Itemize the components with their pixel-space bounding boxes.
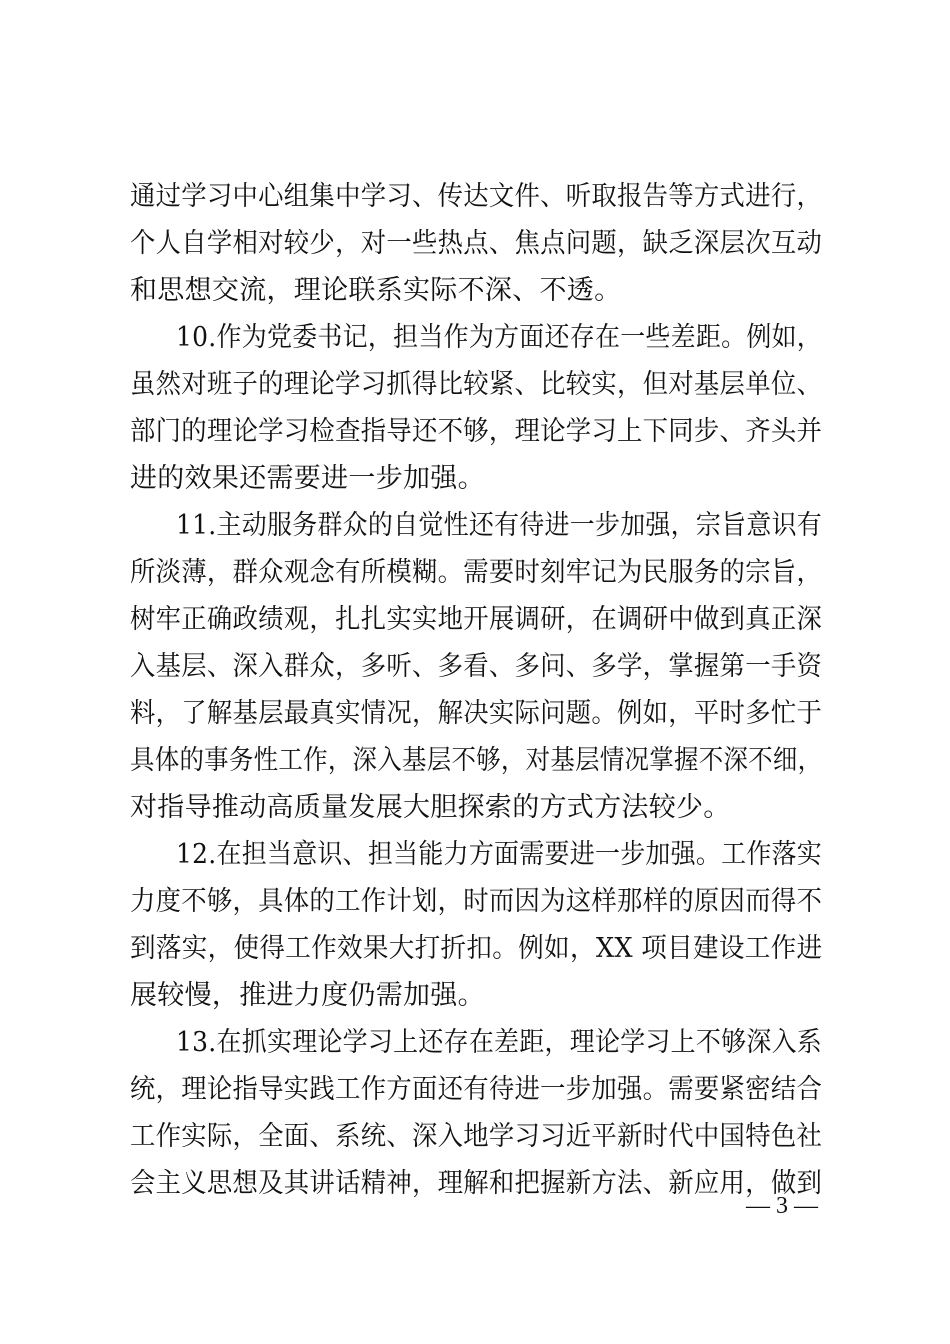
- paragraph-1-line-3: 和思想交流，理论联系实际不深、不透。: [130, 275, 622, 306]
- paragraph-10-line-1: 10.作为党委书记，担当作为方面还存在一些差距。例如，: [176, 322, 823, 353]
- paragraph-13-line-3: 工作实际，全面、系统、深入地学习习近平新时代中国特色社: [130, 1121, 823, 1152]
- paragraph-10-line-3: 部门的理论学习检查指导还不够，理论学习上下同步、齐头并: [130, 416, 823, 447]
- paragraph-11-line-6: 具体的事务性工作，深入基层不够，对基层情况掌握不深不细，: [130, 745, 823, 776]
- paragraph-12-line-2: 力度不够，具体的工作计划，时而因为这样那样的原因而得不: [130, 886, 823, 917]
- paragraph-11-line-4: 入基层、深入群众，多听、多看、多问、多学，掌握第一手资: [130, 651, 823, 682]
- page-number: — 3 —: [746, 1193, 818, 1219]
- paragraph-11-line-1: 11.主动服务群众的自觉性还有待进一步加强，宗旨意识有: [176, 510, 823, 541]
- paragraph-11-line-5: 料，了解基层最真实情况，解决实际问题。例如，平时多忙于: [130, 698, 823, 729]
- paragraph-12-line-1: 12.在担当意识、担当能力方面需要进一步加强。工作落实: [176, 839, 823, 870]
- paragraph-11-line-2: 所淡薄，群众观念有所模糊。需要时刻牢记为民服务的宗旨，: [130, 557, 823, 588]
- paragraph-1-line-1: 通过学习中心组集中学习、传达文件、听取报告等方式进行，: [130, 181, 823, 212]
- paragraph-1-line-2: 个人自学相对较少，对一些热点、焦点问题，缺乏深层次互动: [130, 228, 823, 259]
- paragraph-10-line-4: 进的效果还需要进一步加强。: [130, 463, 485, 494]
- paragraph-11-line-3: 树牢正确政绩观，扎扎实实地开展调研，在调研中做到真正深: [130, 604, 823, 635]
- paragraph-13-line-4: 会主义思想及其讲话精神，理解和把握新方法、新应用，做到: [130, 1168, 823, 1199]
- paragraph-13-line-1: 13.在抓实理论学习上还存在差距，理论学习上不够深入系: [176, 1027, 823, 1058]
- paragraph-11-line-7: 对指导推动高质量发展大胆探索的方式方法较少。: [130, 792, 731, 823]
- paragraph-12-line-4: 展较慢，推进力度仍需加强。: [130, 980, 485, 1011]
- paragraph-10-line-2: 虽然对班子的理论学习抓得比较紧、比较实，但对基层单位、: [130, 369, 823, 400]
- paragraph-12-line-3: 到落实，使得工作效果大打折扣。例如，XX 项目建设工作进: [130, 933, 823, 964]
- paragraph-13-line-2: 统，理论指导实践工作方面还有待进一步加强。需要紧密结合: [130, 1074, 823, 1105]
